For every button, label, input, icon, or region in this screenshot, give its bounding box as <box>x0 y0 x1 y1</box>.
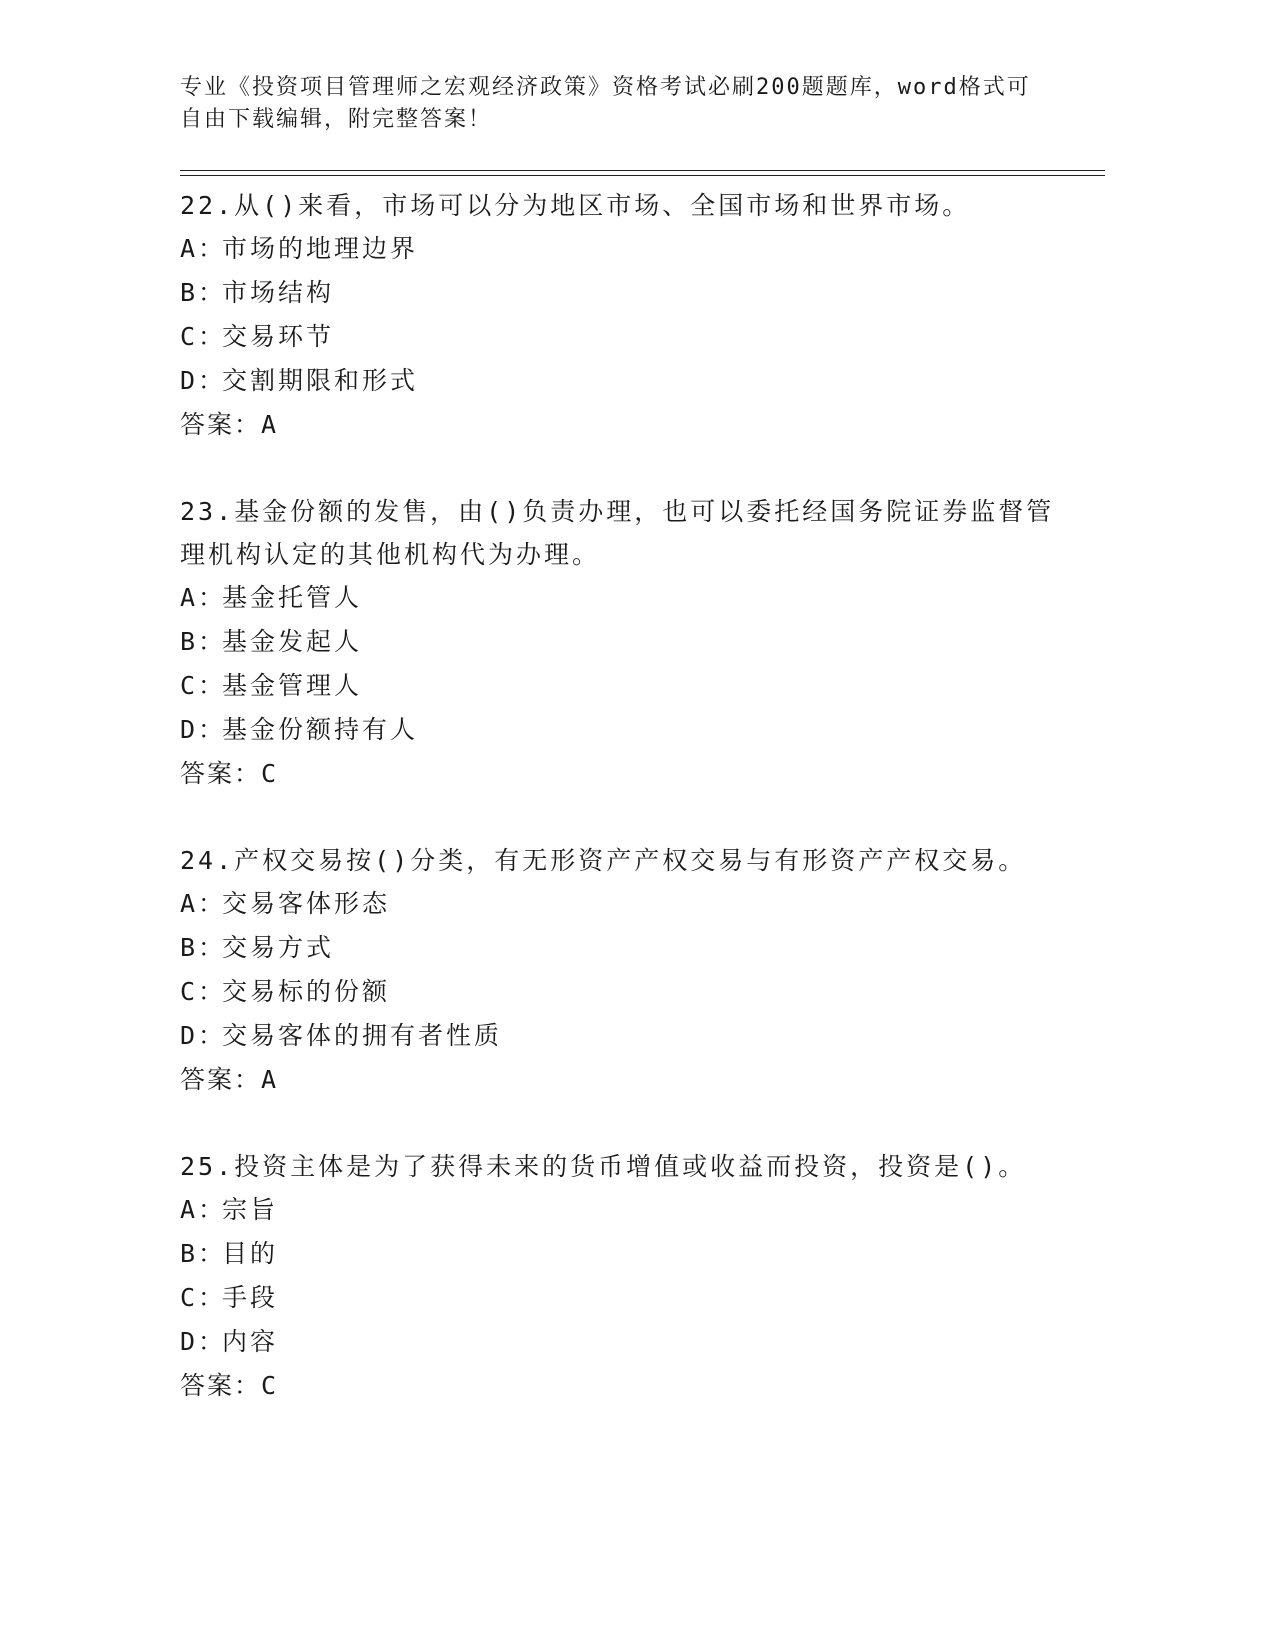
question-22 <box>180 184 1080 447</box>
option-text: 手段 <box>222 1283 279 1312</box>
question-24 <box>180 839 1080 1102</box>
answer-value: A <box>261 1065 279 1094</box>
option-text: 基金份额持有人 <box>222 715 419 744</box>
answer-value: C <box>261 759 279 788</box>
option-a <box>180 576 1080 620</box>
option-key: D： <box>180 366 227 395</box>
question-stem: 22.从()来看，市场可以分为地区市场、全国市场和世界市场。 <box>180 191 971 220</box>
header-divider-top <box>180 170 1105 171</box>
answer-label: 答案： <box>180 1065 262 1094</box>
option-key: C： <box>180 1283 227 1312</box>
document-header: 专业《投资项目管理师之宏观经济政策》资格考试必刷200题题库，word格式可自由下载编辑，附完整答案！ <box>180 75 1031 132</box>
option-b <box>180 926 1080 970</box>
option-key: B： <box>180 627 227 656</box>
option-key: A： <box>180 583 227 612</box>
question-stem: 24.产权交易按()分类，有无形资产产权交易与有形资产产权交易。 <box>180 846 1027 875</box>
option-a <box>180 227 1080 271</box>
option-key: C： <box>180 977 227 1006</box>
option-d <box>180 708 1080 752</box>
question-spacer <box>180 1102 1080 1145</box>
answer-line <box>180 1364 1080 1408</box>
answer-label: 答案： <box>180 1371 262 1400</box>
option-c <box>180 664 1080 708</box>
option-text: 交易环节 <box>222 322 335 351</box>
option-text: 交易客体形态 <box>222 889 391 918</box>
option-text: 基金管理人 <box>222 671 363 700</box>
option-d <box>180 1320 1080 1364</box>
option-text: 交易标的份额 <box>222 977 391 1006</box>
answer-line <box>180 1058 1080 1102</box>
option-d <box>180 359 1080 403</box>
option-text: 市场的地理边界 <box>222 234 419 263</box>
option-d <box>180 1014 1080 1058</box>
question-25 <box>180 1145 1080 1408</box>
option-b <box>180 620 1080 664</box>
question-23 <box>180 490 1080 796</box>
option-text: 交易客体的拥有者性质 <box>222 1021 503 1050</box>
option-key: A： <box>180 234 227 263</box>
answer-label: 答案： <box>180 410 262 439</box>
option-c <box>180 970 1080 1014</box>
option-a <box>180 882 1080 926</box>
question-spacer <box>180 447 1080 490</box>
option-key: C： <box>180 671 227 700</box>
option-key: A： <box>180 889 227 918</box>
option-key: C： <box>180 322 227 351</box>
option-c <box>180 315 1080 359</box>
option-key: D： <box>180 715 227 744</box>
option-key: D： <box>180 1021 227 1050</box>
question-spacer <box>180 796 1080 839</box>
answer-value: A <box>261 410 279 439</box>
option-text: 市场结构 <box>222 278 335 307</box>
option-b <box>180 271 1080 315</box>
option-text: 基金托管人 <box>222 583 363 612</box>
option-key: A： <box>180 1195 227 1224</box>
option-key: B： <box>180 278 227 307</box>
answer-label: 答案： <box>180 759 262 788</box>
question-stem: 23.基金份额的发售，由()负责办理，也可以委托经国务院证券监督管理机构认定的其他机构代为办理。 <box>180 497 1055 569</box>
option-text: 交割期限和形式 <box>222 366 419 395</box>
option-b <box>180 1232 1080 1276</box>
question-stem: 25.投资主体是为了获得未来的货币增值或收益而投资，投资是()。 <box>180 1152 1027 1181</box>
option-text: 内容 <box>222 1327 279 1356</box>
option-key: B： <box>180 933 227 962</box>
header-divider-bottom <box>180 175 1105 176</box>
option-text: 基金发起人 <box>222 627 363 656</box>
option-text: 宗旨 <box>222 1195 279 1224</box>
question-list <box>180 184 1080 1408</box>
option-c <box>180 1276 1080 1320</box>
option-key: B： <box>180 1239 227 1268</box>
option-text: 交易方式 <box>222 933 335 962</box>
option-a <box>180 1188 1080 1232</box>
answer-value: C <box>261 1371 279 1400</box>
option-text: 目的 <box>222 1239 279 1268</box>
answer-line <box>180 403 1080 447</box>
answer-line <box>180 752 1080 796</box>
option-key: D： <box>180 1327 227 1356</box>
